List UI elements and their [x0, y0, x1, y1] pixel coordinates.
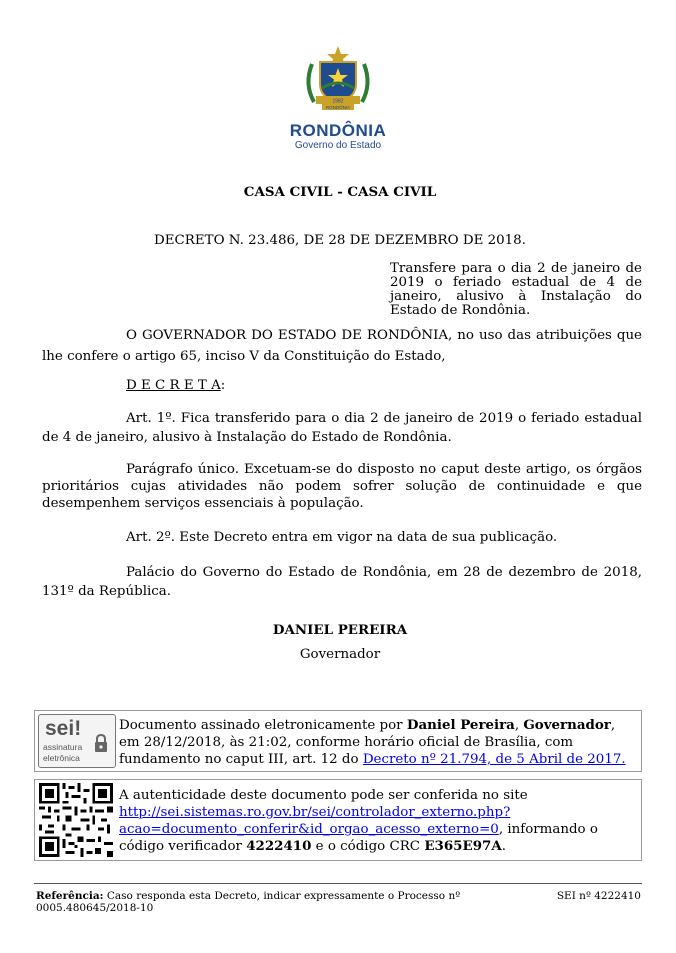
verif-prefix: A autenticidade deste documento pode ser conferida no site: [119, 788, 528, 803]
sig-comma: ,: [514, 718, 524, 733]
article-1-text: Art. 1º. Fica transferido para o dia 2 de janeiro de 2019 o feriado estadual de 4 de janeiro, alusivo à Instalação do Estado de Rondônia.: [42, 411, 642, 445]
decree-ementa: Transfere para o dia 2 de janeiro de 2019 o feriado estadual de 4 de janeiro, alusivo à Instalação do Estado de Rondônia.: [390, 261, 642, 318]
verif-middle: , informando o código verificador: [119, 822, 598, 854]
decree-link[interactable]: Decreto nº 21.794, de 5 Abril de 2017.: [362, 752, 626, 767]
decree-title: DECRETO N. 23.486, DE 28 DE DEZEMBRO DE 2018.: [154, 233, 526, 248]
closing-text: Palácio do Governo do Estado de Rondônia, em 28 de dezembro de 2018, 131º da República.: [42, 565, 642, 599]
sole-paragraph-text: Parágrafo único. Excetuam-se do disposto no caput deste artigo, os órgãos prioritários cujas atividades não podem sofrer solução de continuidade e que desempenhem serviços essenciais à população.: [42, 462, 642, 511]
sig-signer: Daniel Pereira: [406, 717, 515, 733]
sig-role: Governador: [523, 717, 611, 733]
org-title: CASA CIVIL - CASA CIVIL: [243, 184, 437, 200]
preamble: [42, 325, 642, 367]
padlock-icon: [93, 733, 109, 757]
footer-sei-number: SEI nº 4222410: [556, 890, 641, 902]
coat-of-arms-logo: [300, 44, 376, 112]
footer-reference: [36, 890, 516, 914]
seal-date: 1982: [332, 98, 344, 105]
verification-url-line2[interactable]: acao=documento_conferir&id_orgao_acesso_externo=0: [119, 822, 499, 837]
sei-logo-word: sei!: [45, 717, 82, 740]
verification-text: [119, 787, 639, 855]
article-2-text: Art. 2º. Este Decreto entra em vigor na data de sua publicação.: [126, 530, 558, 545]
footer-divider: [34, 883, 642, 884]
signer-role: Governador: [299, 647, 381, 662]
signer-name: DANIEL PEREIRA: [272, 622, 408, 638]
signature-text: [119, 717, 639, 768]
electronic-signature-box: [34, 710, 642, 772]
article-2: [126, 529, 646, 546]
article-1: [42, 409, 642, 447]
verification-box: [34, 779, 642, 861]
sig-prefix: Documento assinado eletronicamente por: [119, 718, 407, 733]
verification-url-line1[interactable]: http://sei.sistemas.ro.gov.br/sei/controlador_externo.php?: [119, 805, 511, 820]
seal-text: RONDÔNIA: [325, 105, 351, 110]
closing-place-date: [42, 563, 642, 601]
decreta-word: D E C R E T A: [126, 378, 221, 393]
preamble-text: O GOVERNADOR DO ESTADO DE RONDÔNIA, no uso das atribuições que lhe confere o artigo 65, inciso V da Constituição do Estado,: [42, 328, 642, 364]
qr-code: [39, 783, 113, 857]
state-name: RONDÔNIA: [289, 121, 387, 140]
crc-code: E365E97A: [424, 838, 502, 854]
sole-paragraph: [42, 461, 642, 512]
verifier-code: 4222410: [246, 838, 312, 854]
decreta-heading: [126, 377, 225, 394]
footer-ref-label: Referência:: [36, 890, 104, 902]
decreta-colon: :: [220, 378, 226, 393]
sei-logo: [38, 714, 116, 768]
verif-and: e o código CRC: [311, 839, 425, 854]
footer-ref-text: Caso responda esta Decreto, indicar expressamente o Processo nº 0005.480645/2018-10: [36, 890, 461, 914]
sig-middle: , em 28/12/2018, às 21:02, conforme horário oficial de Brasília, com fundamento no caput III, art. 12 do: [119, 718, 616, 767]
verif-end: .: [501, 839, 506, 854]
sei-logo-line2: eletrônica: [43, 753, 80, 763]
sei-logo-line1: assinatura: [43, 742, 83, 752]
state-subtitle: Governo do Estado: [294, 140, 382, 151]
